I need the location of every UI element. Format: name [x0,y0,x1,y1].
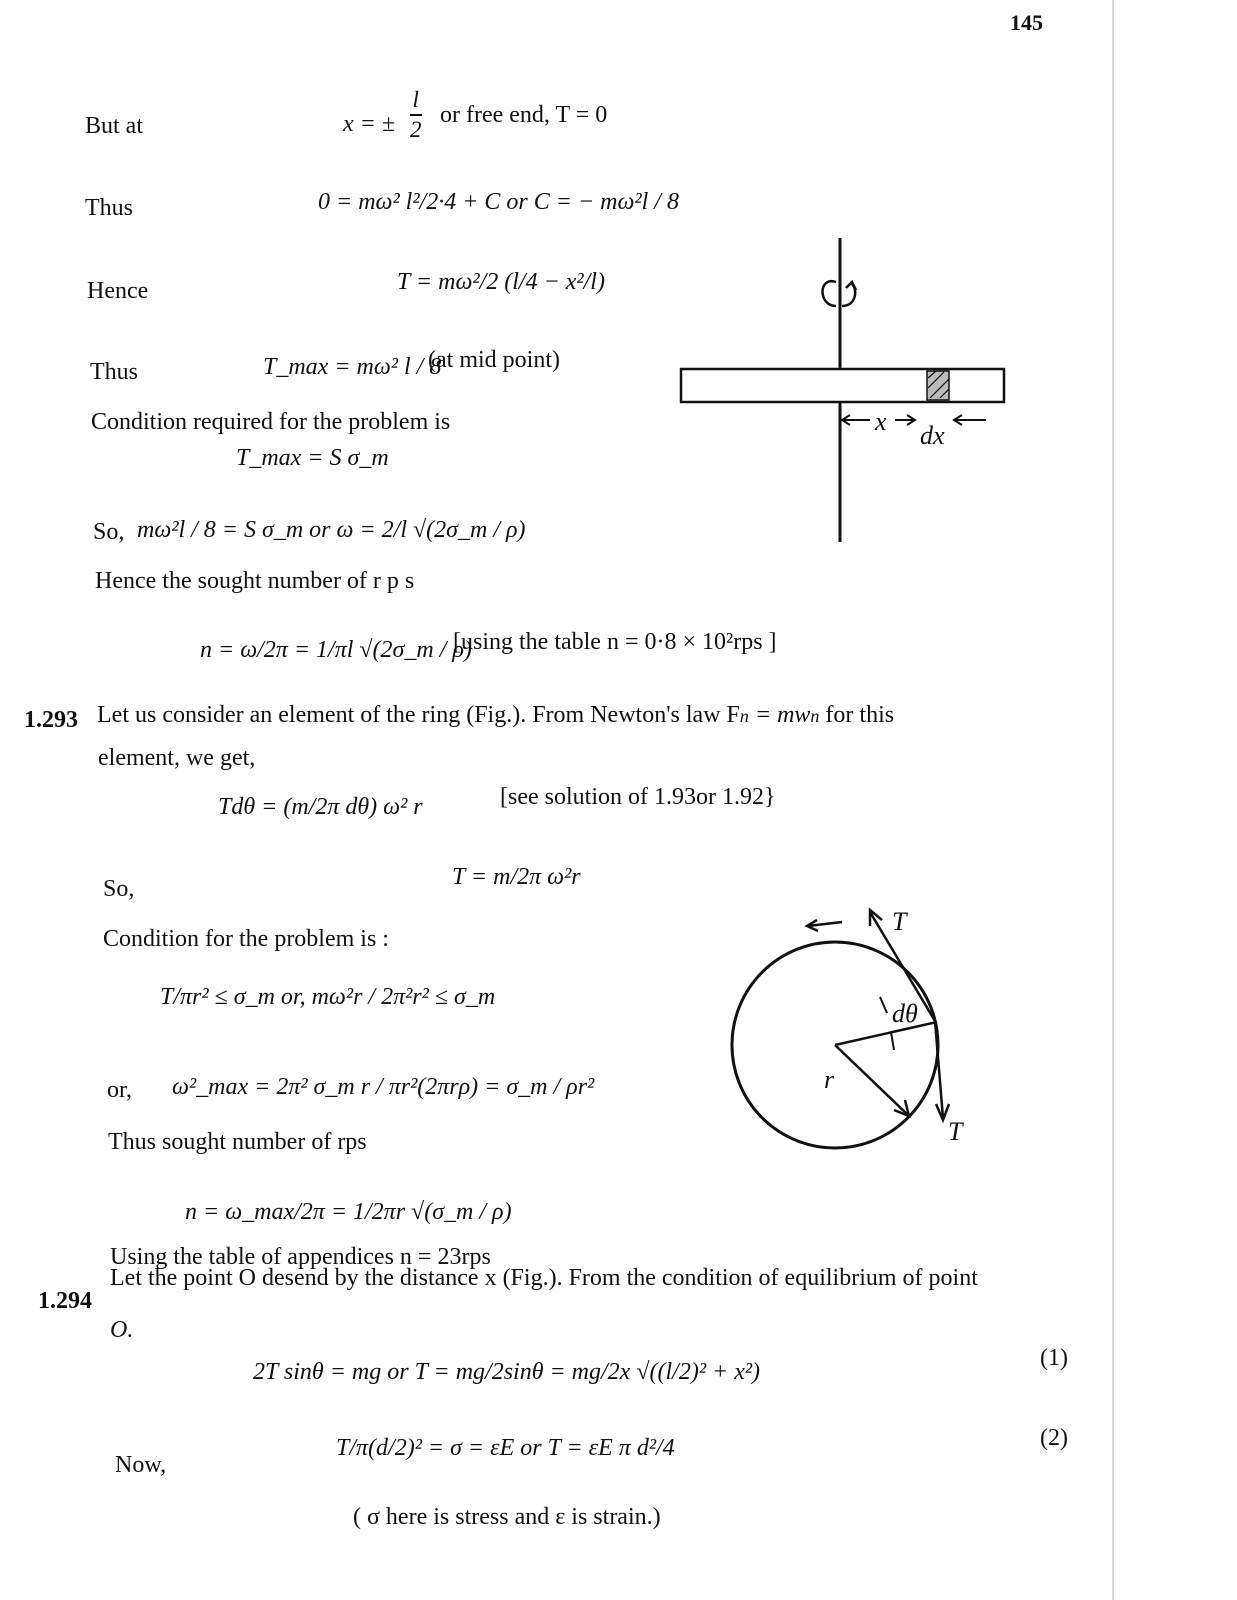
label-or: or, [107,1077,133,1103]
text-1294-intro: Let the point O desend by the distance x (Fig.). From the condition of equilibrium of point [110,1265,978,1291]
eq-tmax: T_max = mω² l / 8 [263,354,442,380]
label-now: Now, [115,1452,167,1478]
problem-number-1294: 1.294 [38,1288,92,1314]
eq-ring-tension: T = m/2π ω²r [452,864,581,890]
intro-sub-n: n [739,706,749,726]
rotation-arrowhead-icon [846,282,856,290]
eq-x-tail: or free end, T = 0 [440,102,608,128]
eq-tag-1: (1) [1040,1345,1068,1371]
frac-bar [410,114,422,116]
eq-n-ring: n = ω_max/2π = 1/2πr √(σ_m / ρ) [185,1199,512,1225]
text-sigma-note: ( σ here is stress and ε is strain.) [353,1504,661,1530]
rotating-rod-figure [670,230,1030,550]
eq-stress-condition: T/πr² ≤ σ_m or, mω²r / 2π²r² ≤ σ_m [160,984,496,1010]
intro-sub-n-2: n [810,706,820,726]
page-edge [1112,0,1114,1600]
eq-tmax-note: (at mid point) [428,347,560,373]
label-thus-1: Thus [85,195,133,221]
text-condition-required: Condition required for the problem is [91,409,451,435]
eq-stress-strain: T/π(d/2)² = σ = εE or T = εE π d²/4 [336,1435,675,1461]
eq-x-lhs: x = ± [343,111,396,137]
text-sought-rps: Hence the sought number of r p s [95,568,415,594]
label-t-bottom: T [948,1117,963,1146]
eq-tension-t: T = mω²/2 (l/4 − x²/l) [397,269,605,295]
label-x: x [875,407,887,436]
label-hence: Hence [87,278,149,304]
label-but-at: But at [85,113,143,139]
text-condition-problem: Condition for the problem is : [103,926,389,952]
eq-omega-max: ω²_max = 2π² σ_m r / πr²(2πrρ) = σ_m / ρr² [172,1074,595,1100]
ring-figure [720,900,980,1160]
eq-tdtheta: Tdθ = (m/2π dθ) ω² r [218,794,423,820]
text-1293-intro [97,703,894,727]
eq-tdtheta-note: [see solution of 1.93or 1.92} [500,784,776,810]
intro-tail: for this [819,702,895,728]
label-r: r [824,1065,835,1094]
text-sought-rps-2: Thus sought number of rps [108,1129,367,1155]
rod [681,369,1004,402]
intro-text: Let us consider an element of the ring (Fig.). From Newton's law F [97,702,740,728]
page-number: 145 [1010,10,1043,35]
eq-tag-2: (2) [1040,1425,1068,1451]
eq-constant-c: 0 = mω² l²/2·4 + C or C = − mω²l / 8 [318,189,679,215]
label-so-2: So, [103,876,135,902]
eq-omega: mω²l / 8 = S σ_m or ω = 2/l √(2σ_m / ρ) [137,517,526,543]
eq-x-frac-num: l [412,87,419,112]
text-1294-o: O. [110,1317,134,1343]
text-1293-element: element, we get, [98,745,256,771]
eq-equilibrium: 2T sinθ = mg or T = mg/2sinθ = mg/2x √((l/2)² + x²) [253,1359,761,1385]
eq-x-frac-den: 2 [410,117,422,143]
text-appendix-table: Using the table of appendices n = 23rps [110,1244,491,1270]
label-dtheta: dθ [892,999,918,1028]
label-thus-2: Thus [90,359,138,385]
label-t-top: T [892,907,907,936]
eq-tmax-s-sigma: T_max = S σ_m [236,445,389,471]
problem-number-1293: 1.293 [24,707,78,733]
label-dx: dx [920,421,945,450]
intro-mid: = mw [748,702,811,728]
label-so-1: So, [93,519,125,545]
eq-n-rps: n = ω/2π = 1/πl √(2σ_m / ρ) [200,637,472,663]
radius-upper [835,1022,937,1045]
radius-lower [835,1045,908,1115]
eq-x-frac [410,88,422,142]
eq-n-rps-note: [using the table n = 0·8 × 10²rps ] [453,629,777,655]
